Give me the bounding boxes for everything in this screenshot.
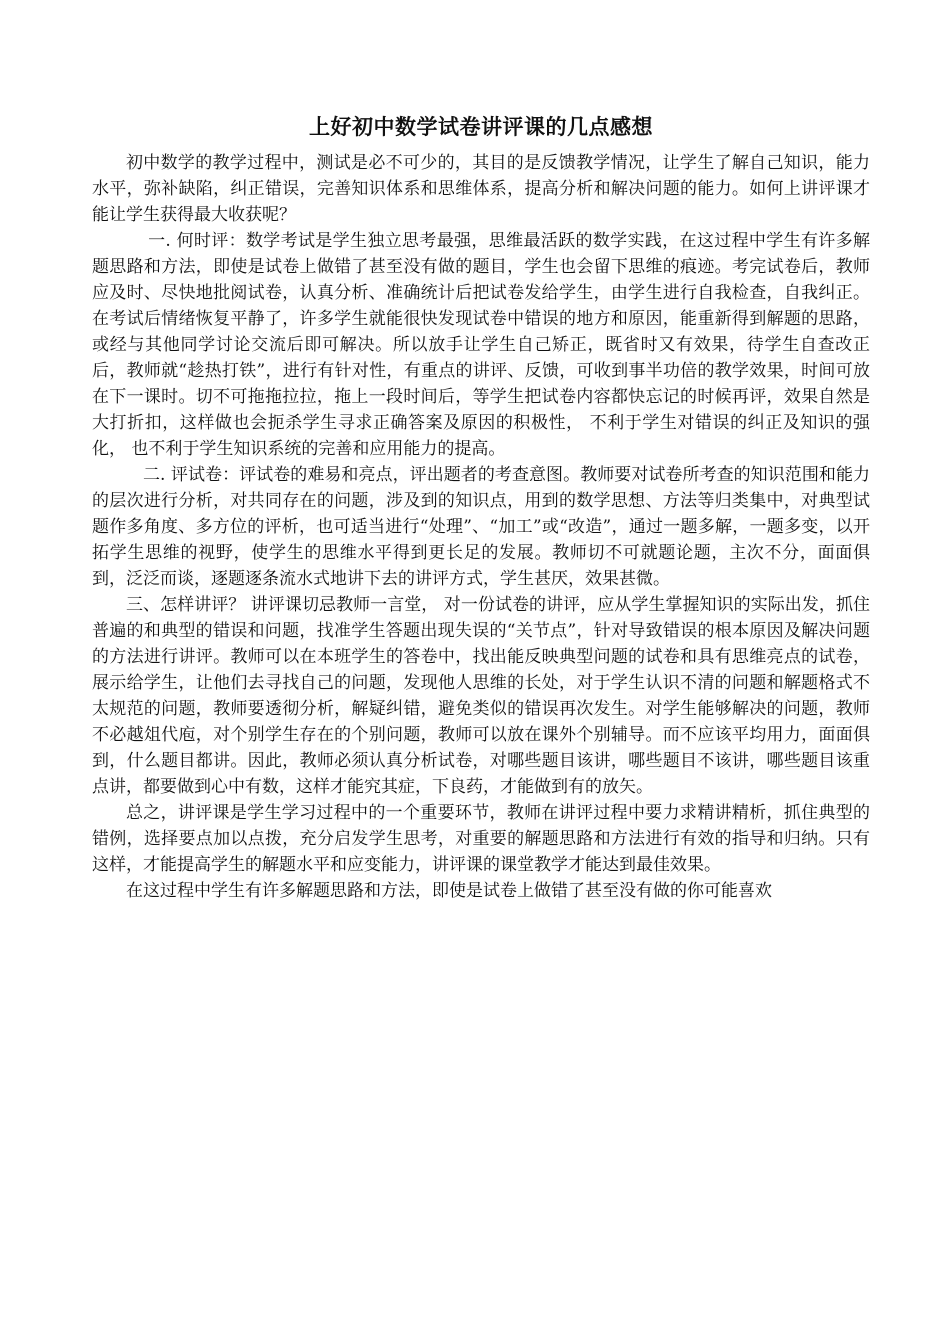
document-body xyxy=(92,112,870,904)
trailing-paragraph: 在这过程中学生有许多解题思路和方法，即使是试卷上做错了甚至没有做的你可能喜欢 xyxy=(126,881,772,901)
conclusion-paragraph: 总之，讲评课是学生学习过程中的一个重要环节，教师在讲评过程中要力求精讲精析，抓住典型的错例，选择要点加以点拨，充分启发学生思考，对重要的解题思路和方法进行有效的指导和归纳。只有这样，才能提高学生的解题水平和应变能力，讲评课的课堂教学才能达到最佳效果。 xyxy=(92,803,870,875)
intro-paragraph: 初中数学的教学过程中，测试是必不可少的，其目的是反馈教学情况，让学生了解自己知识，能力水平，弥补缺陷，纠正错误，完善知识体系和思维体系，提高分析和解决问题的能力。如何上讲评课才能让学生获得最大收获呢？ xyxy=(92,153,870,225)
section-when-to-review: 一. 何时评：数学考试是学生独立思考最强，思维最活跃的数学实践，在这过程中学生有许多解题思路和方法，即使是试卷上做错了甚至没有做的题目，学生也会留下思维的痕迹。考完试卷后，教师应及时、尽快地批阅试卷，认真分析、准确统计后把试卷发给学生，由学生进行自我检查，自我纠正。在考试后情绪恢复平静了，许多学生就能很快发现试卷中错误的地方和原因，能重新得到解题的思路，或经与其他同学讨论交流后即可解决。所以放手让学生自己矫正，既省时又有效果，待学生自查改正后，教师就“趁热打铁”，进行有针对性，有重点的讲评、反馈，可收到事半功倍的教学效果，时间可放在下一课时。切不可拖拖拉拉，拖上一段时间后，等学生把试卷内容都快忘记的时候再评，效果自然是大打折扣，这样做也会扼杀学生寻求正确答案及原因的积极性， 不利于学生对错误的纠正及知识的强化， 也不利于学生知识系统的完善和应用能力的提高。 xyxy=(92,231,870,459)
section-how-to-review: 三、怎样讲评？ 讲评课切忌教师一言堂， 对一份试卷的讲评，应从学生掌握知识的实际出发，抓住普遍的和典型的错误和问题，找准学生答题出现失误的“关节点”，针对导致错误的根本原因及解决问题的方法进行讲评。教师可以在本班学生的答卷中，找出能反映典型问题的试卷和具有思维亮点的试卷，展示给学生，让他们去寻找自己的问题，发现他人思维的长处，对于学生认识不清的问题和解题格式不太规范的问题，教师要透彻分析，解疑纠错，避免类似的错误再次发生。对学生能够解决的问题，教师不必越俎代庖，对个别学生存在的个别问题，教师可以放在课外个别辅导。而不应该平均用力，面面俱到，什么题目都讲。因此，教师必须认真分析试卷，对哪些题目该讲，哪些题目不该讲，哪些题目该重点讲，都要做到心中有数，这样才能究其症，下良药，才能做到有的放矢。 xyxy=(92,595,870,797)
section-review-paper: 二. 评试卷：评试卷的难易和亮点，评出题者的考查意图。教师要对试卷所考查的知识范围和能力的层次进行分析，对共同存在的问题，涉及到的知识点，用到的数学思想、方法等归类集中，对典型试题作多角度、多方位的评析，也可适当进行“处理”、“加工”或“改造”，通过一题多解，一题多变，以开拓学生思维的视野，使学生的思维水平得到更长足的发展。教师切不可就题论题，主次不分，面面俱到，泛泛而谈，逐题逐条流水式地讲下去的讲评方式，学生甚厌，效果甚微。 xyxy=(92,465,870,589)
document-title: 上好初中数学试卷讲评课的几点感想 xyxy=(309,114,653,139)
